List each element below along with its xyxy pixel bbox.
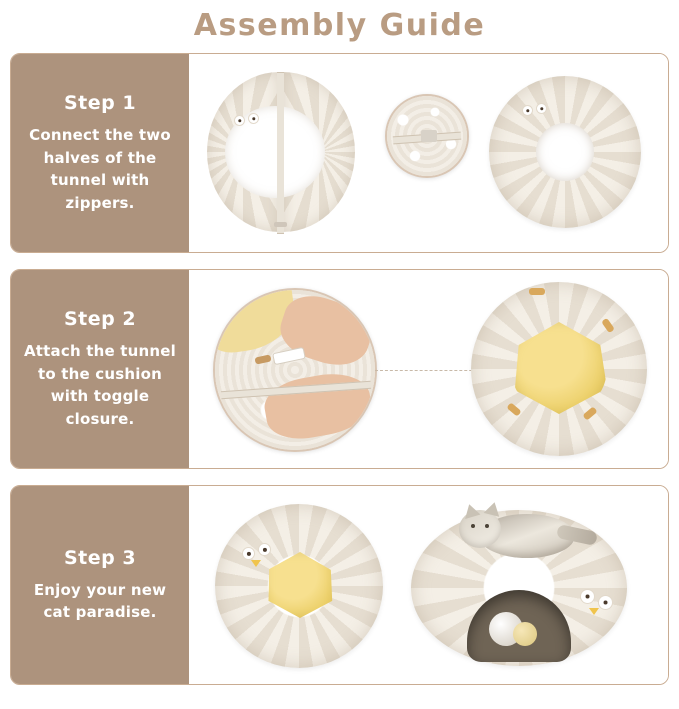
- step-3-label-panel: [11, 486, 189, 684]
- step-card-1: [10, 53, 669, 253]
- zipper-closeup: [385, 94, 469, 178]
- step-1-number: Step 1: [63, 92, 137, 114]
- step-3-images: [189, 486, 668, 684]
- step-2-description: Attach the tunnel to the cushion with toggle closure.: [23, 342, 177, 428]
- step-1-label-panel: [11, 54, 189, 252]
- step-1-images: [189, 54, 668, 252]
- step-2-number: Step 2: [63, 308, 137, 330]
- hands-toggle-closeup: [213, 288, 377, 452]
- step-3-number: Step 3: [63, 546, 137, 569]
- page-title: Assembly Guide: [193, 8, 486, 43]
- step-3-description: Enjoy your new cat paradise.: [33, 580, 167, 621]
- step-card-2: [10, 269, 669, 469]
- step-card-3: [10, 485, 669, 685]
- step-2-images: [189, 270, 668, 468]
- step-2-label-panel: [11, 270, 189, 468]
- step-1-description: Connect the two halves of the tunnel with zippers.: [29, 126, 171, 212]
